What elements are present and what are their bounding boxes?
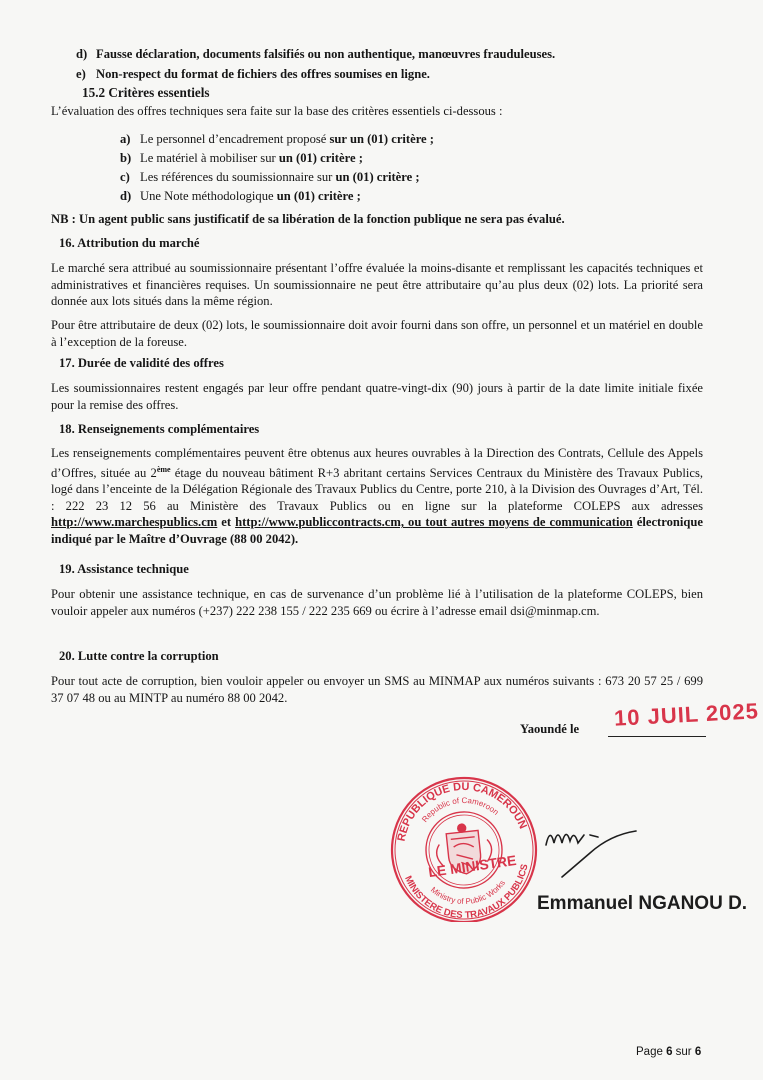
criteria-item-d: d) Une Note méthodologique un (01) critère ;: [120, 189, 361, 203]
seal-bottom-subtext: Ministry of Public Works: [429, 878, 507, 907]
ministry-seal: [382, 772, 547, 922]
link-publiccontracts[interactable]: http://www.publiccontracts.cm, ou tout autres moyens de communication: [235, 515, 633, 530]
seal-top-subtext: Republic of Cameroon: [420, 795, 501, 825]
nb-note: NB : Un agent public sans justificatif de sa libération de la fonction publique ne sera pas évalué.: [51, 212, 565, 226]
handwritten-signature: [540, 815, 645, 885]
seal-top-text: REPUBLIQUE DU CAMEROUN: [395, 780, 529, 843]
section-19-heading: 19. Assistance technique: [59, 562, 189, 576]
link-marchespublics[interactable]: http://www.marchespublics.cm: [51, 515, 218, 530]
section-20-paragraph: Pour tout acte de corruption, bien vouloir appeler ou envoyer un SMS au MINMAP aux numéros suivants : 673 20 57 25 / 699 37 07 48 ou au MINTP au numéro 88 00 2042.: [51, 674, 703, 705]
criteria-item-b: b) Le matériel à mobiliser sur un (01) critère ;: [120, 151, 363, 165]
section-16-heading: 16. Attribution du marché: [59, 236, 200, 250]
section-18-heading: 18. Renseignements complémentaires: [59, 422, 260, 436]
date-underline: [608, 736, 706, 737]
section-18-paragraph: Les renseignements complémentaires peuvent être obtenus aux heures ouvrables à la Direction des Contrats, Cellule des Appels d’Offres, située au 2ème étage du nouveau bâtiment R+3 abritant certains Services Centraux du Ministère des Travaux Publics, logé dans l’enceinte de la Délégation Régionale des Travaux Publics du Centre, porte 210, à la Division des Ouvrages d’Art, Tél. : 222 23 12 56 au Ministère des Travaux Publics ou en ligne sur la plateforme COLEPS aux adresses http://www.marchespublics.cm et http://www.publiccontracts.cm, ou tout autres moyens de communication électronique indiqué par le Maître d’Ouvrage (88 00 2042).: [51, 446, 703, 546]
section-16-paragraph-2: Pour être attributaire de deux (02) lots, le soumissionnaire doit avoir fourni dans son offre, un personnel et un matériel en double à l’exception de la foreuse.: [51, 318, 703, 349]
section-17-heading: 17. Durée de validité des offres: [59, 356, 224, 370]
criteria-item-c: c) Les références du soumissionnaire sur un (01) critère ;: [120, 170, 420, 184]
date-stamp: 10 JUIL 2025: [613, 698, 760, 731]
section-15-2-heading: 15.2 Critères essentiels: [82, 85, 210, 100]
section-19-paragraph: Pour obtenir une assistance technique, en cas de survenance d’un problème lié à l’utilisation de la plateforme COLEPS, bien vouloir appeler aux numéros (+237) 222 238 155 / 222 235 669 ou écrire à l’adresse email dsi@minmap.cm.: [51, 587, 703, 618]
section-17-paragraph: Les soumissionnaires restent engagés par leur offre pendant quatre-vingt-dix (90) jours à partir de la date limite initiale fixée pour la remise des offres.: [51, 381, 703, 412]
section-20-heading: 20. Lutte contre la corruption: [59, 649, 219, 663]
section-15-2-intro: L’évaluation des offres techniques sera faite sur la base des critères essentiels ci-dessous :: [51, 104, 503, 118]
section-16-paragraph-1: Le marché sera attribué au soumissionnaire présentant l’offre évaluée la moins-disante et remplissant les capacités techniques et administratives et financières requises. Un soumissionnaire ne peut être attributaire qu’au plus deux (02) lots. La priorité sera donnée aux lots situés dans la même région.: [51, 261, 703, 308]
criteria-item-a: a) Le personnel d’encadrement proposé sur un (01) critère ;: [120, 132, 434, 146]
page-footer: Page 6 sur 6: [636, 1046, 702, 1058]
seal-bottom-text: MINISTERE DES TRAVAUX PUBLICS: [402, 863, 531, 922]
seal-center-label: LE MINISTRE: [427, 851, 518, 881]
place-label: Yaoundé le: [520, 722, 580, 736]
signer-name: Emmanuel NGANOU D.: [537, 893, 748, 914]
exclusion-item-d: d) Fausse déclaration, documents falsifiés ou non authentique, manœuvres frauduleuses.: [76, 47, 556, 61]
exclusion-item-e: e) Non-respect du format de fichiers des offres soumises en ligne.: [76, 67, 430, 81]
